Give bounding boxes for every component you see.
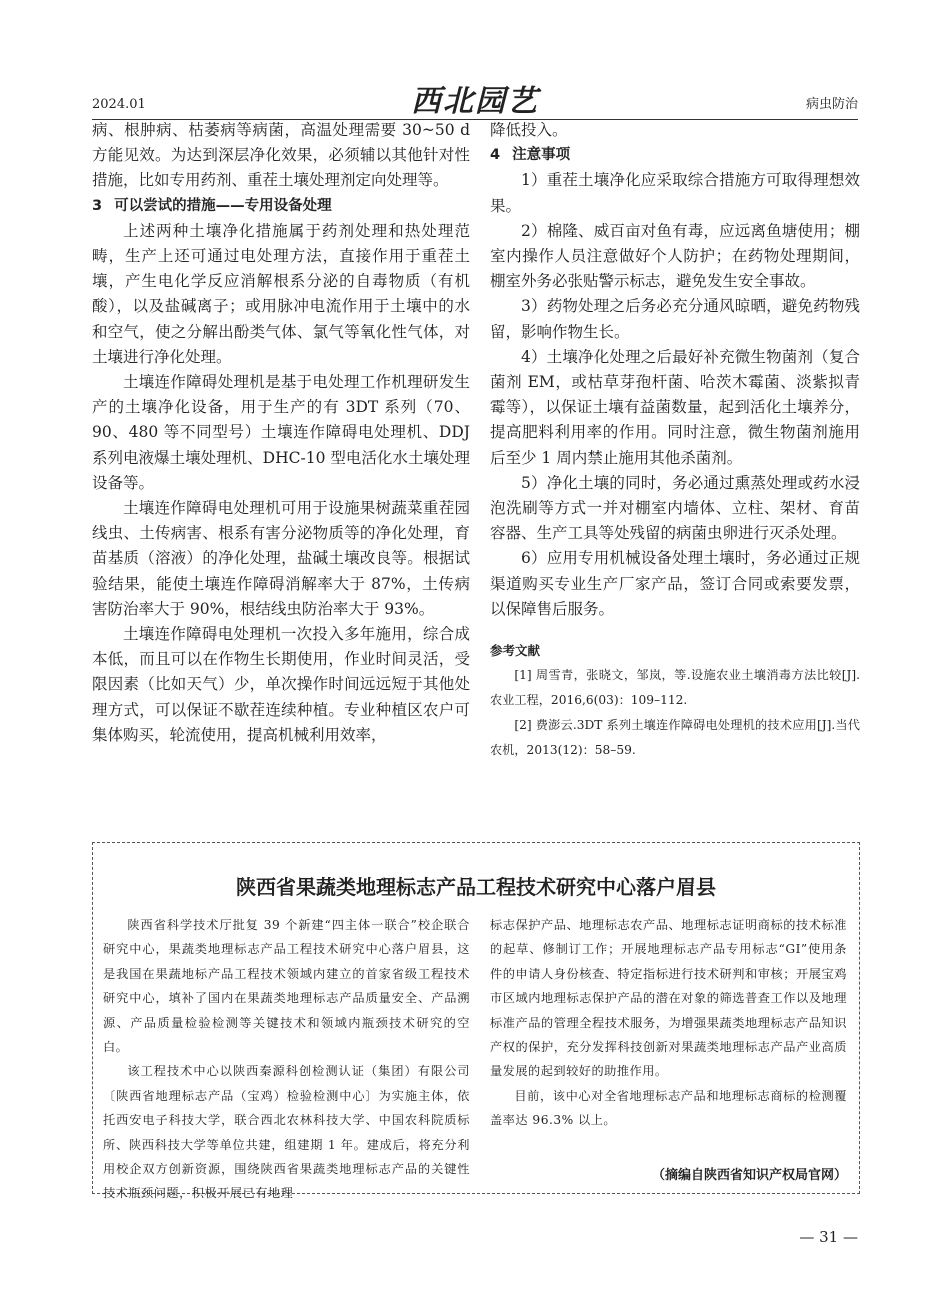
- reference-item: [1] 周雪青，张晓文，邹岚，等.设施农业土壤消毒方法比较[J].农业工程，2016,6(03)：109–112.: [490, 668, 860, 708]
- right-column: [490, 118, 860, 763]
- paragraph: 该工程技术中心以陕西秦源科创检测认证（集团）有限公司〔陕西省地理标志产品（宝鸡）检验检测中心〕为实施主体，依托西安电子科技大学，联合西北农林科技大学、中国农科院质标所、陕西科技大学等单位共建，组建期 1 年。建成后，将充分利用校企双方创新资源，围绕陕西省果蔬类地理标志产品的关键性技术瓶颈问题，积极开展已有地理: [103, 1064, 470, 1201]
- section-heading-3: [92, 194, 470, 219]
- section-label: 病虫防治: [805, 97, 858, 112]
- issue-date: 2024.01: [92, 97, 146, 112]
- reference-item: [2] 费澎云.3DT 系列土壤连作障碍电处理机的技术应用[J].当代农机，2013(12)：58–59.: [490, 718, 860, 758]
- news-source: （摘编自陕西省知识产权局官网）: [651, 1168, 847, 1183]
- paragraph: 降低投入。: [490, 121, 568, 139]
- list-item: 1）重茬土壤净化应采取综合措施方可取得理想效果。: [490, 171, 860, 215]
- page-header: [92, 86, 858, 120]
- section-number: 4: [490, 147, 501, 164]
- paragraph: 目前，该中心对全省地理标志产品和地理标志商标的检测覆盖率达 96.3% 以上。: [490, 1088, 847, 1128]
- news-right-column: [490, 913, 847, 1133]
- paragraph: 土壤连作障碍电处理机可用于设施果树蔬菜重茬园线虫、土传病害、根系有害分泌物质等的净化处理，育苗基质（溶液）的净化处理，盐碱土壤改良等。根据试验结果，能使土壤连作障碍消解率大于 87%，土传病害防治率大于 90%，根结线虫防治率大于 93%。: [92, 499, 470, 618]
- paragraph: 陕西省科学技术厅批复 39 个新建“四主体一联合”校企联合研究中心，果蔬类地理标志产品工程技术研究中心落户眉县，这是我国在果蔬地标产品工程技术领域内建立的首家省级工程技术研究中心，填补了国内在果蔬类地理标志产品质量安全、产品溯源、产品质量检验检测等关键技术和领域内瓶颈技术研究的空白。: [103, 918, 470, 1055]
- news-title: 陕西省果蔬类地理标志产品工程技术研究中心落户眉县: [236, 875, 716, 899]
- section-heading-4: [490, 143, 860, 168]
- left-column: [92, 118, 470, 748]
- paragraph: 土壤连作障碍电处理机一次投入多年施用，综合成本低，而且可以在作物生长期使用，作业时间灵活，受限因素（比如天气）少，单次操作时间远远短于其他处理方式，可以保证不歇茬连续种植。专业种植区农户可集体购买，轮流使用，提高机械利用效率，: [92, 625, 470, 744]
- news-left-column: [103, 913, 470, 1206]
- list-item: 4）土壤净化处理之后最好补充微生物菌剂（复合菌剂 EM，或枯草芽孢杆菌、哈茨木霉菌、淡紫拟青霉等），以保证土壤有益菌数量，起到活化土壤养分，提高肥料利用率的作用。同时注意，微生物菌剂施用后至少 1 周内禁止施用其他杀菌剂。: [490, 347, 860, 467]
- paragraph: 标志保护产品、地理标志农产品、地理标志证明商标的技术标准的起草、修制订工作；开展地理标志产品专用标志“GI”使用条件的申请人身份核查、特定指标进行技术研判和审核；开展宝鸡市区域内地理标志保护产品的潜在对象的筛选普查工作以及地理标准产品的管理全程技术服务，为增强果蔬类地理标志产品知识产权的保护，充分发挥科技创新对果蔬类地理标志产品产业高质量发展的起到较好的助推作用。: [490, 918, 847, 1079]
- list-item: 6）应用专用机械设备处理土壤时，务必通过正规渠道购买专业生产厂家产品，签订合同或索要发票，以保障售后服务。: [490, 549, 860, 618]
- list-item: 5）净化土壤的同时，务必通过熏蒸处理或药水浸泡洗刷等方式一并对棚室内墙体、立柱、架材、育苗容器、生产工具等处残留的病菌虫卵进行灭杀处理。: [490, 473, 860, 543]
- journal-logo: 西北园艺: [411, 84, 539, 119]
- section-title: 可以尝试的措施——专用设备处理: [114, 197, 332, 214]
- paragraph: 病、根肿病、枯萎病等病菌，高温处理需要 30~50 d 方能见效。为达到深层净化效果，必须辅以其他针对性措施，比如专用药剂、重茬土壤处理剂定向处理等。: [92, 121, 470, 190]
- section-number: 3: [92, 197, 103, 214]
- paragraph: 上述两种土壤净化措施属于药剂处理和热处理范畴，生产上还可通过电处理方法，直接作用于重茬土壤，产生电化学反应消解根系分泌的自毒物质（有机酸），以及盐碱离子；或用脉冲电流作用于土壤中的水和空气，使之分解出酚类气体、氯气等氧化性气体，对土壤进行净化处理。: [92, 221, 470, 366]
- references-title: 参考文献: [490, 643, 541, 659]
- paragraph: 土壤连作障碍处理机是基于电处理工作机理研发生产的土壤净化设备，用于生产的有 3DT 系列（70、90、480 等不同型号）土壤连作障碍电处理机、DDJ 系列电液爆土壤处理机、DHC-10 型电活化水土壤处理设备等。: [92, 373, 470, 492]
- section-title: 注意事项: [512, 147, 571, 164]
- news-box: [92, 842, 860, 1201]
- list-item: 2）棉隆、威百亩对鱼有毒，应远离鱼塘使用；棚室内操作人员注意做好个人防护；在药物处理期间，棚室外务必张贴警示标志，避免发生安全事故。: [490, 221, 860, 291]
- list-item: 3）药物处理之后务必充分通风晾晒，避免药物残留，影响作物生长。: [490, 297, 860, 341]
- references: [490, 638, 860, 763]
- page-number: — 31 —: [799, 1228, 858, 1246]
